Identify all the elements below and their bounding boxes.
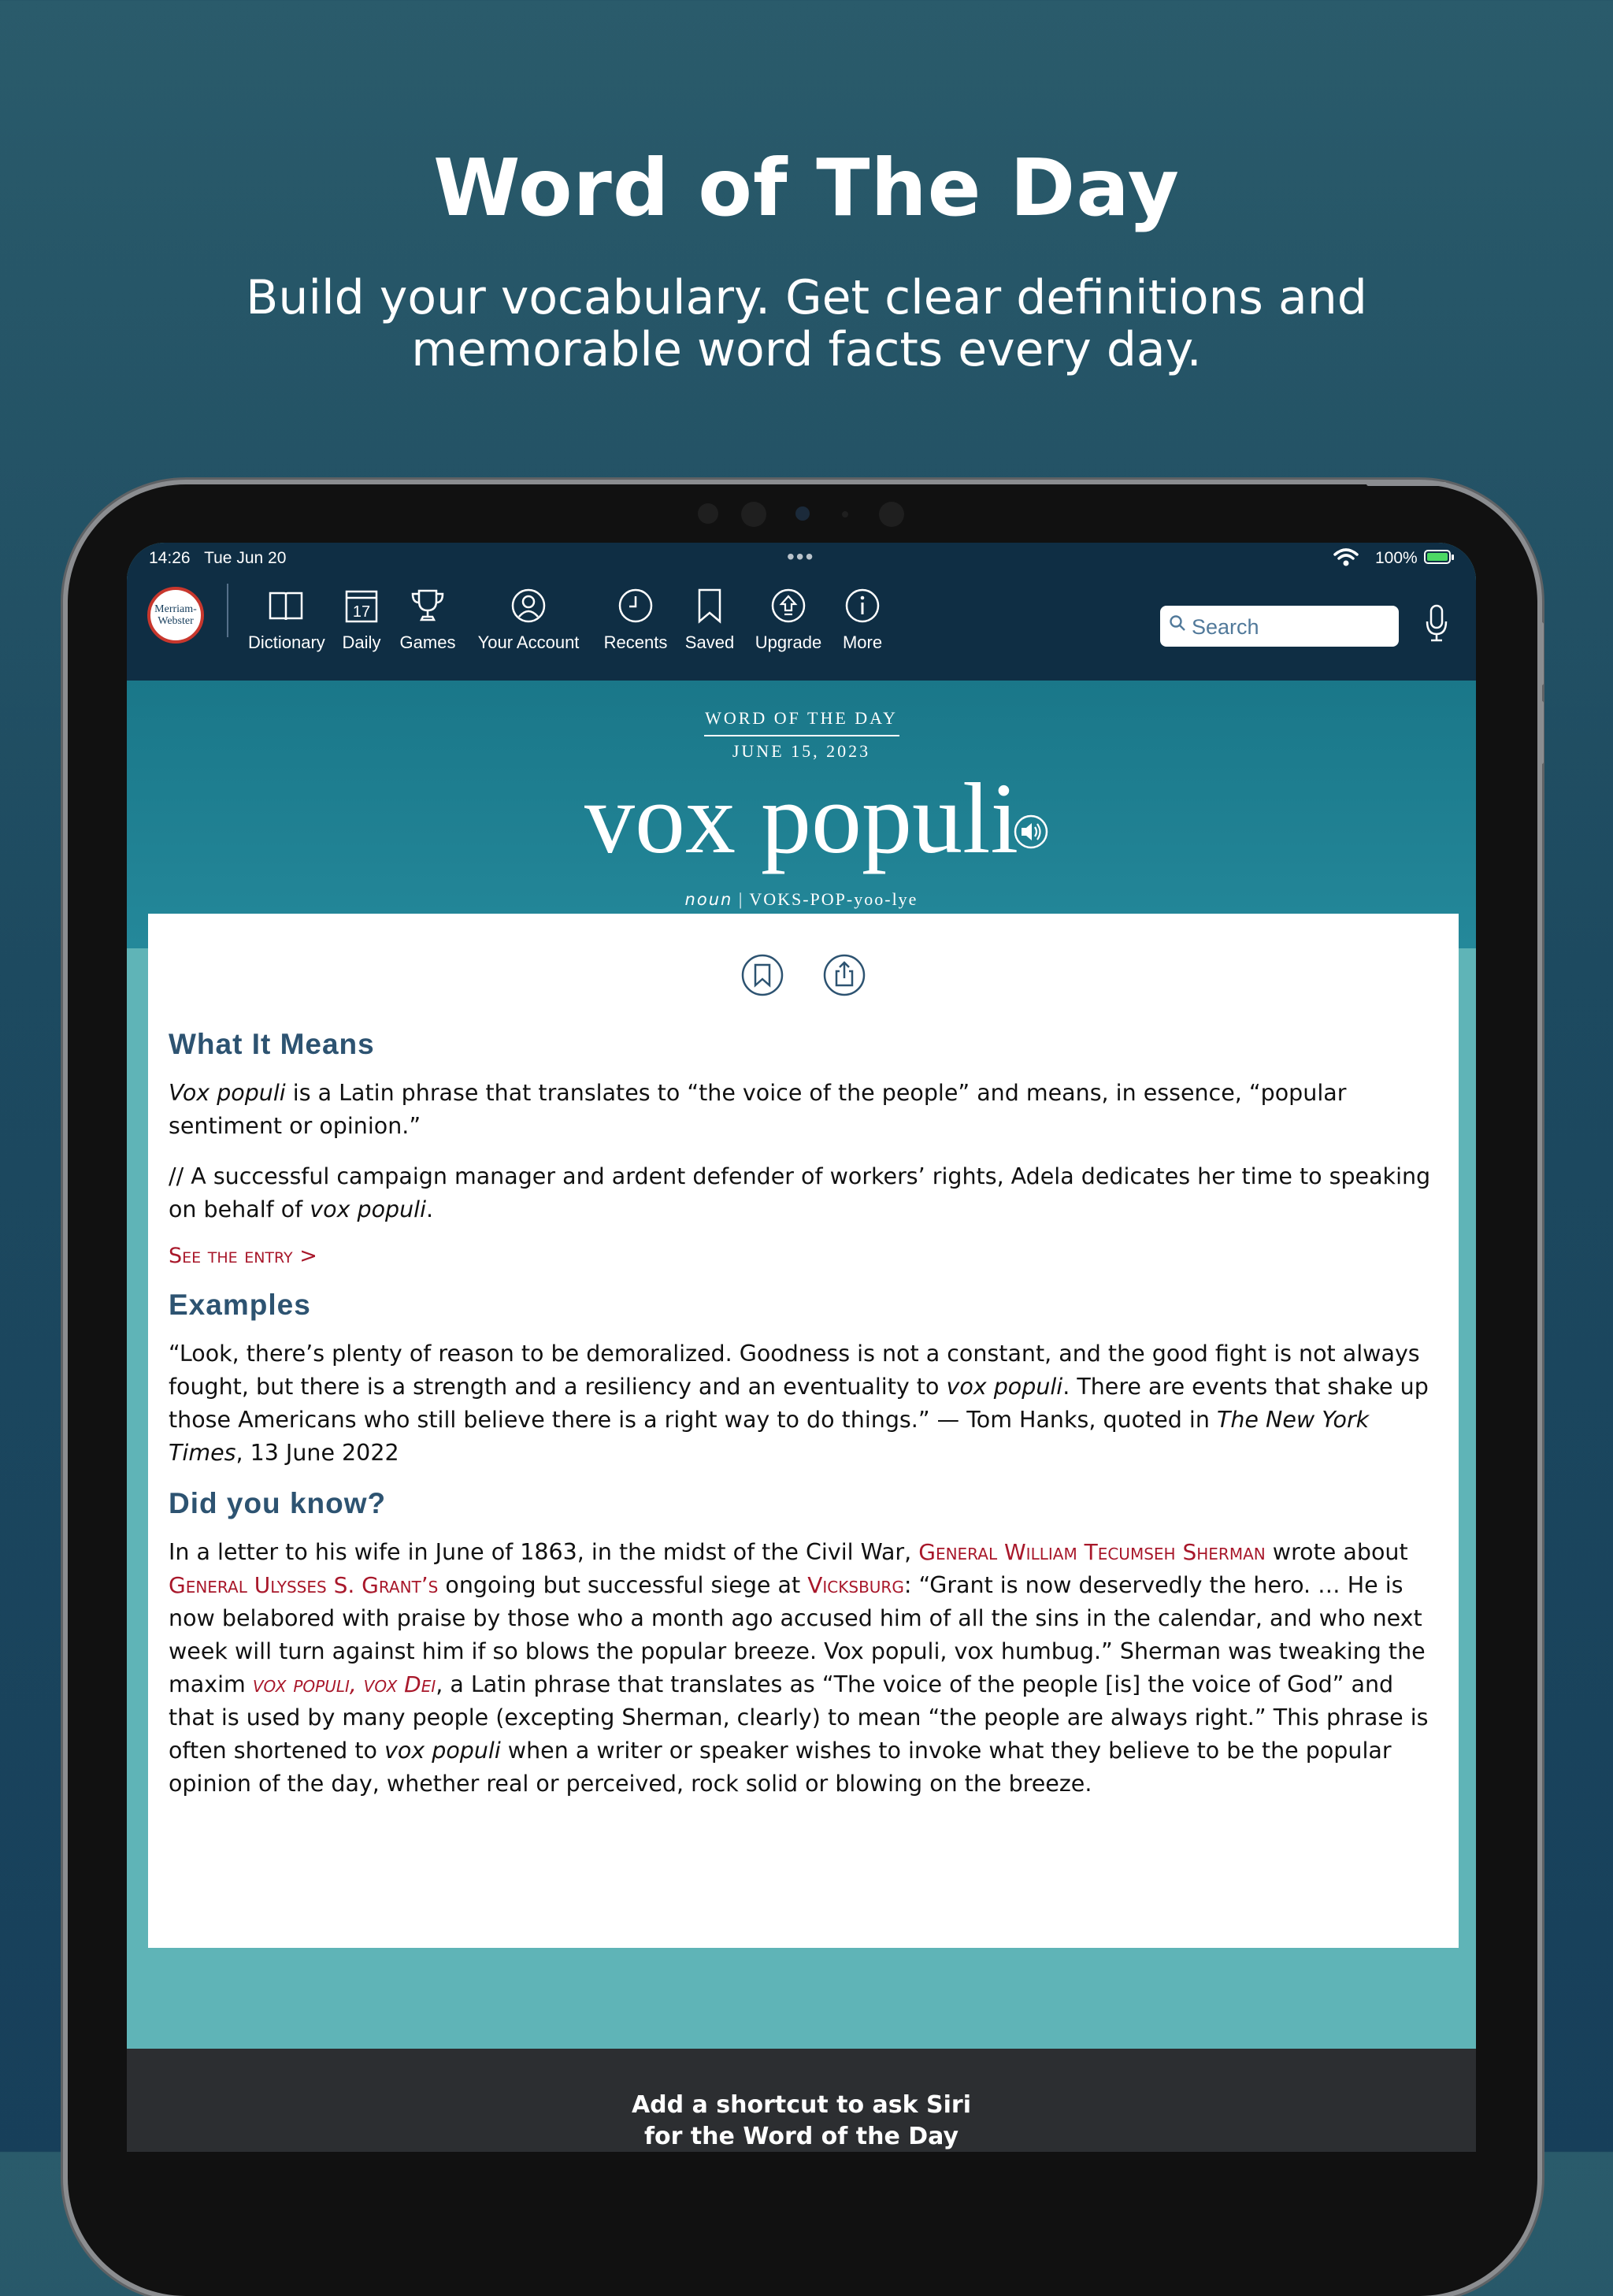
- nav-your-account[interactable]: [473, 587, 584, 666]
- content-card: [148, 914, 1459, 1948]
- search-icon: [1168, 614, 1187, 638]
- quote-text: “Look, there’s plenty of reason to be demoralized. Goodness is not a constant, and the good fight is not always fought, but there is a strength and a resiliency and an eventuality to: [169, 1341, 1420, 1400]
- status-time: [149, 549, 286, 568]
- camera-bar: [68, 484, 1537, 547]
- example-sentence-em: vox populi: [310, 1196, 427, 1222]
- camera-dot: [842, 511, 848, 517]
- nav-games[interactable]: [399, 587, 456, 666]
- camera-dot: [741, 502, 766, 527]
- audio-speaker-icon[interactable]: [1012, 813, 1050, 854]
- quote-date: , 13 June 2022: [235, 1440, 399, 1466]
- toolbar-divider: [227, 584, 228, 637]
- status-bar: [127, 543, 1476, 573]
- nav-upgrade[interactable]: [753, 587, 824, 666]
- dyk-em: vox populi: [384, 1738, 501, 1764]
- upgrade-icon: [769, 587, 807, 625]
- meaning-paragraph: [169, 1077, 1437, 1143]
- nav-more[interactable]: [837, 587, 888, 666]
- nav-saved[interactable]: [683, 587, 736, 666]
- nav-recents[interactable]: [602, 587, 669, 666]
- microphone-icon[interactable]: [1425, 604, 1448, 647]
- pos-separator: |: [738, 889, 744, 909]
- volume-down-button: [1540, 701, 1544, 764]
- status-date: Tue Jun 20: [204, 549, 287, 567]
- pronunciation-line: [127, 889, 1476, 910]
- examples-heading: Examples: [169, 1289, 311, 1321]
- word-of-the-day-header: [127, 681, 1476, 948]
- example-sentence-text: // A successful campaign manager and ardent defender of workers’ rights, Adela dedicates her time to speaking on behalf of: [169, 1163, 1431, 1222]
- book-icon: [267, 587, 305, 625]
- bookmark-icon: [691, 587, 729, 625]
- see-the-entry-link[interactable]: See the entry >: [169, 1244, 317, 1268]
- top-button: [1366, 482, 1447, 486]
- status-time-value: 14:26: [149, 549, 191, 567]
- meaning-text: is a Latin phrase that translates to “the voice of the people” and means, in essence, “popular sentiment or opinion.”: [169, 1080, 1347, 1139]
- link-vox-populi-vox-dei[interactable]: vox populi, vox Dei: [252, 1671, 436, 1697]
- part-of-speech: noun: [684, 890, 733, 909]
- quote-text-2: . There are events that shake up those Americans who still believe there is a right way to do things.” — Tom Hanks, quoted in: [169, 1374, 1429, 1433]
- siri-banner-text: [127, 2049, 1476, 2152]
- card-actions: [148, 953, 1459, 1000]
- wotd-label-block: [127, 708, 1476, 762]
- link-grant[interactable]: General Ulysses S. Grant’s: [169, 1572, 439, 1598]
- dyk-text-1: In a letter to his wife in June of 1863, in the midst of the Civil War,: [169, 1539, 919, 1565]
- wotd-word: vox populi: [584, 762, 1019, 874]
- logo-text: Merriam-Webster: [154, 603, 197, 627]
- wotd-date: JUNE 15, 2023: [732, 741, 871, 761]
- dyk-text-5: , a Latin phrase that translates as “The voice of the people [is] the voice of God” and that is used by many people (excepting Sherman, clearly) to mean “the people are always right.” This phrase is often shortened to: [169, 1671, 1429, 1764]
- wotd-divider: [704, 735, 899, 736]
- nav-your-account-label: Your Account: [477, 632, 580, 652]
- volume-up-button: [1540, 622, 1544, 685]
- wotd-label: WORD OF THE DAY: [705, 708, 898, 728]
- marketing-title: Word of The Day: [433, 142, 1180, 234]
- siri-line-1: Add a shortcut to ask Siri: [631, 2091, 972, 2119]
- share-icon[interactable]: [822, 953, 866, 1000]
- examples-paragraph: [169, 1337, 1437, 1470]
- dyk-text-3: ongoing but successful siege at: [438, 1572, 808, 1598]
- search-box[interactable]: [1160, 606, 1399, 647]
- nav-more-label: More: [842, 632, 883, 652]
- dyk-text-6: when a writer or speaker wishes to invoke what they believe to be the popular opinion of the day, whether real or perceived, rock solid or blowing on the breeze.: [169, 1738, 1392, 1797]
- quote-source: The New York Times: [169, 1407, 1370, 1466]
- dyk-text-2: wrote about: [1265, 1539, 1408, 1565]
- nav-games-label: Games: [399, 632, 456, 652]
- trophy-icon: [409, 587, 447, 625]
- example-sentence: [169, 1160, 1437, 1226]
- wifi-icon: [1332, 546, 1360, 573]
- top-toolbar: [127, 573, 1476, 681]
- marketing-subtitle: Build your vocabulary. Get clear definitions and memorable word facts every day.: [246, 270, 1367, 377]
- nav-dictionary-label: Dictionary: [248, 632, 325, 652]
- camera-dot: [698, 503, 718, 524]
- did-you-know-heading: Did you know?: [169, 1487, 387, 1519]
- link-sherman[interactable]: General William Tecumseh Sherman: [918, 1539, 1266, 1565]
- did-you-know-paragraph: [169, 1536, 1437, 1801]
- meaning-em: Vox populi: [169, 1080, 286, 1106]
- account-icon: [510, 587, 547, 625]
- nav-upgrade-label: Upgrade: [755, 632, 822, 652]
- article-content: [169, 1028, 1437, 1818]
- dyk-text-4: : “Grant is now deservedly the hero. … He is now belabored with praise by those who a month ago accused him of all the sins in the calendar, and who next week will turn against him if so blows the popular breeze. Vox populi, vox humbug.” Sherman was tweaking the maxim: [169, 1572, 1426, 1697]
- nav-daily[interactable]: [338, 587, 385, 666]
- merriam-webster-logo[interactable]: [147, 587, 204, 644]
- pronunciation: VOKS-POP-yoo-lye: [749, 889, 918, 909]
- app-screen: [127, 543, 1476, 2152]
- search-input[interactable]: [1190, 610, 1390, 644]
- nav-dictionary[interactable]: [248, 587, 324, 666]
- siri-line-2: for the Word of the Day: [643, 2123, 959, 2150]
- battery-icon: [1424, 550, 1451, 564]
- quote-em: vox populi: [946, 1374, 1063, 1400]
- calendar-icon: [343, 587, 380, 625]
- meaning-heading: What It Means: [169, 1028, 375, 1060]
- camera-lens: [795, 506, 810, 521]
- svg-text:17: 17: [352, 603, 371, 621]
- info-icon: [844, 587, 881, 625]
- siri-shortcut-banner[interactable]: [127, 2049, 1476, 2152]
- save-bookmark-icon[interactable]: [740, 953, 784, 1000]
- example-sentence-end: .: [426, 1196, 434, 1222]
- clock-icon: [617, 587, 654, 625]
- nav-recents-label: Recents: [603, 632, 668, 652]
- link-vicksburg[interactable]: Vicksburg: [807, 1572, 904, 1598]
- nav-daily-label: Daily: [342, 632, 381, 652]
- nav-saved-label: Saved: [684, 632, 735, 652]
- multitasking-dots[interactable]: •••: [787, 544, 815, 569]
- camera-dot: [879, 502, 904, 527]
- battery-percent: 100%: [1375, 549, 1418, 567]
